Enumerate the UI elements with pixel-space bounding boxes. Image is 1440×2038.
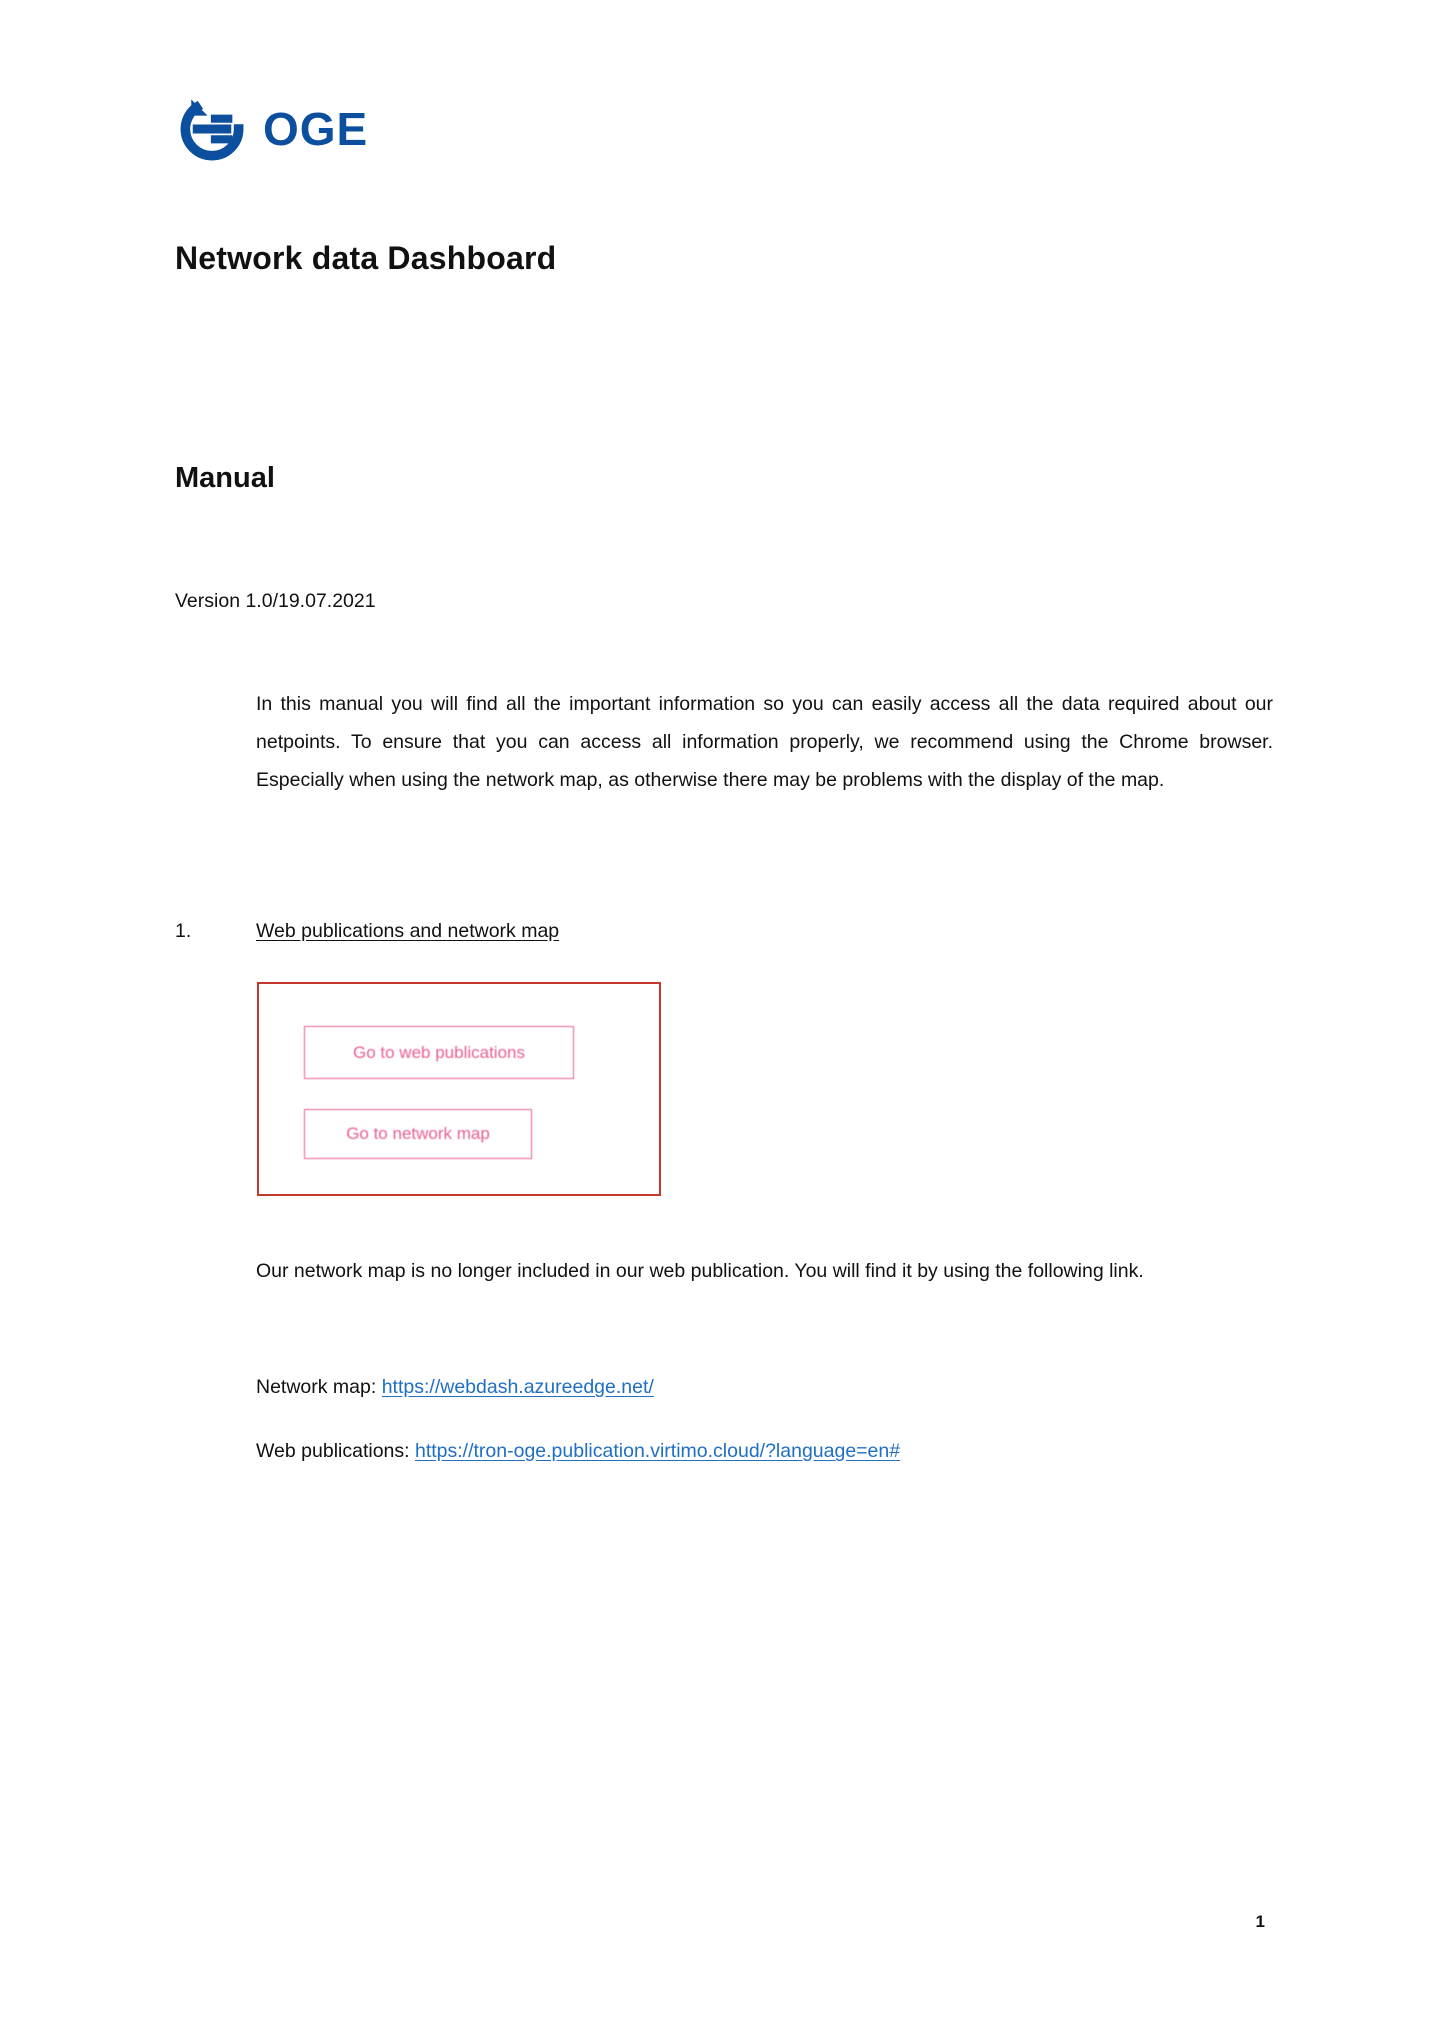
web-publications-label: Web publications: — [256, 1440, 415, 1462]
section-number: 1. — [175, 920, 192, 942]
network-map-note: Our network map is no longer included in our web publication. You will find it by using the following link. — [256, 1260, 1144, 1282]
go-to-web-publications-button[interactable]: Go to web publications — [304, 1026, 574, 1079]
web-publications-link[interactable]: https://tron-oge.publication.virtimo.cloud/?language=en# — [414, 1440, 901, 1462]
page-number: 1 — [1255, 1912, 1265, 1931]
screenshot-highlight-box — [257, 982, 661, 1196]
page-title: Network data Dashboard — [175, 240, 557, 276]
section-heading: Web publications and network map — [256, 920, 560, 942]
network-map-link[interactable]: https://webdash.azureedge.net/ — [381, 1376, 654, 1398]
intro-paragraph: In this manual you will find all the important information so you can easily access all the data required about our netpoints. To ensure that you can access all information properly, we recommend using the Chrome browser. Especially when using the network map, as otherwise there may be problems with the display of the map. — [256, 693, 1273, 791]
oge-logo — [175, 92, 368, 166]
document-subtitle: Manual — [175, 462, 275, 494]
web-publications-line — [256, 1432, 1234, 1470]
oge-logo-text: OGE — [263, 103, 369, 155]
go-to-network-map-button[interactable]: Go to network map — [304, 1109, 532, 1159]
network-map-label: Network map: — [256, 1376, 382, 1398]
network-map-line — [256, 1368, 1234, 1406]
document-version: Version 1.0/19.07.2021 — [175, 590, 376, 612]
oge-gear-arrow-logo-icon — [175, 92, 249, 166]
